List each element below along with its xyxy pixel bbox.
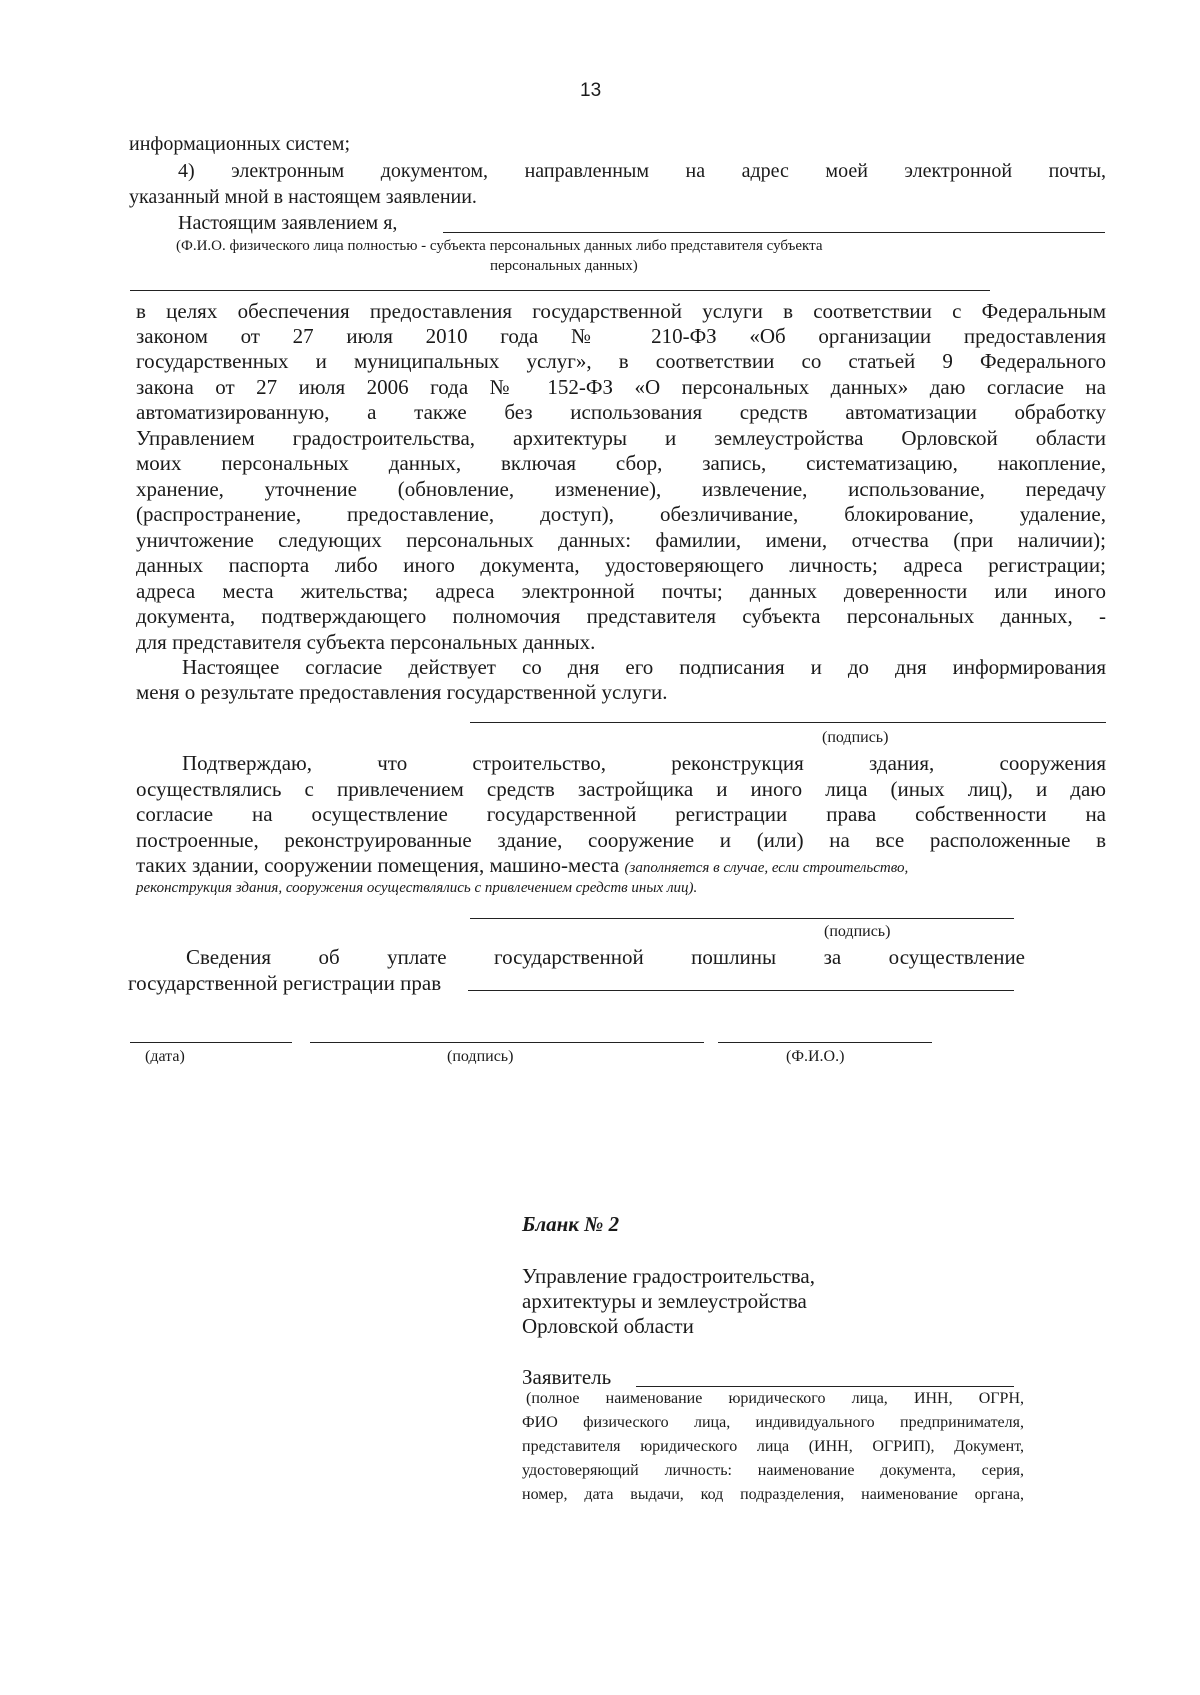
confirm-last-text: таких здании, сооружении помещения, машино-места <box>136 853 620 877</box>
consent-line: для представителя субъекта персональных данных. <box>136 630 596 654</box>
consent-line: документа, подтверждающего полномочия представителя субъекта персональных данных, - <box>136 604 1106 628</box>
consent-line: в целях обеспечения предоставления государственной услуги в соответствии с Федеральным <box>136 299 1106 323</box>
signature-line-3 <box>310 1042 704 1043</box>
consent-line: моих персональных данных, включая сбор, запись, систематизацию, накопление, <box>136 451 1106 475</box>
fio-continuation-line <box>130 290 990 291</box>
consent-line: закона от 27 июля 2006 года № 152-ФЗ «О персональных данных» даю согласие на <box>136 375 1106 399</box>
confirm-last-line <box>136 852 1106 881</box>
confirm-line: Подтверждаю, что строительство, реконструкция здания, сооружения <box>182 751 1106 775</box>
confirm-line: построенные, реконструированные здание, сооружение и (или) на все расположенные в <box>136 828 1106 852</box>
date-label: (дата) <box>145 1048 185 1065</box>
fio-hint-line-1: (Ф.И.О. физического лица полностью - субъекта персональных данных либо представителя субъекта <box>176 238 823 254</box>
validity-line-1: Настоящее согласие действует со дня его подписания и до дня информирования <box>182 655 1106 679</box>
item-4-line-1: 4) электронным документом, направленным на адрес моей электронной почты, <box>178 160 1106 182</box>
consent-line: адреса места жительства; адреса электронной почты; данных доверенности или иного <box>136 579 1106 603</box>
applicant-hint-line: представителя юридического лица (ИНН, ОГРИП), Документ, <box>522 1438 1024 1455</box>
signature-line-2 <box>470 918 1014 919</box>
statement-intro: Настоящим заявлением я, <box>178 212 398 234</box>
fio-hint-line-2: персональных данных) <box>490 258 638 274</box>
validity-line-2: меня о результате предоставления государственной услуги. <box>136 680 668 704</box>
addressee-line: Управление градостроительства, <box>522 1264 815 1288</box>
consent-line: законом от 27 июля 2010 года № 210-ФЗ «Об организации предоставления <box>136 324 1106 348</box>
consent-line: Управлением градостроительства, архитектуры и землеустройства Орловской области <box>136 426 1106 450</box>
fee-line-2: государственной регистрации прав <box>128 971 442 995</box>
blank2-title: Бланк № 2 <box>522 1212 620 1236</box>
consent-line: автоматизированную, а также без использования средств автоматизации обработку <box>136 400 1106 424</box>
fio-input-line <box>443 232 1105 233</box>
fio-label: (Ф.И.О.) <box>786 1048 845 1065</box>
date-line <box>130 1042 292 1043</box>
confirm-line: осуществлялись с привлечением средств застройщика и иного лица (иных лиц), и даю <box>136 777 1106 801</box>
applicant-hint-line: удостоверяющий личность: наименование документа, серия, <box>522 1462 1024 1479</box>
fee-input-line <box>468 990 1014 991</box>
applicant-hint-line: номер, дата выдачи, код подразделения, наименование органа, <box>522 1486 1024 1503</box>
applicant-label: Заявитель <box>522 1365 612 1389</box>
fee-line-1: Сведения об уплате государственной пошлины за осуществление <box>186 945 1025 969</box>
top-line-1: информационных систем; <box>129 133 350 155</box>
fio-line <box>718 1042 932 1043</box>
consent-line: государственных и муниципальных услуг», в соответствии со статьей 9 Федерального <box>136 349 1106 373</box>
consent-line: данных паспорта либо иного документа, удостоверяющего личность; адреса регистрации; <box>136 553 1106 577</box>
signature-line-1 <box>470 722 1106 723</box>
confirm-note-1: (заполняется в случае, если строительство, <box>624 860 909 876</box>
addressee-line: Орловской области <box>522 1314 694 1338</box>
signature-label-2: (подпись) <box>824 923 891 940</box>
applicant-hint-line: ФИО физического лица, индивидуального предпринимателя, <box>522 1414 1024 1431</box>
applicant-input-line <box>636 1386 1014 1387</box>
consent-line: уничтожение следующих персональных данных: фамилии, имени, отчества (при наличии); <box>136 528 1106 552</box>
consent-line: хранение, уточнение (обновление, изменение), извлечение, использование, передачу <box>136 477 1106 501</box>
confirm-note-2: реконструкция здания, сооружения осуществлялись с привлечением средств иных лиц). <box>136 880 698 896</box>
applicant-hint-line: (полное наименование юридического лица, ИНН, ОГРН, <box>526 1390 1024 1407</box>
addressee-line: архитектуры и землеустройства <box>522 1289 807 1313</box>
item-4-line-2: указанный мной в настоящем заявлении. <box>129 186 477 208</box>
signature-label-3: (подпись) <box>447 1048 514 1065</box>
page-number: 13 <box>580 80 602 101</box>
signature-label-1: (подпись) <box>822 729 889 746</box>
consent-line: (распространение, предоставление, доступ), обезличивание, блокирование, удаление, <box>136 502 1106 526</box>
confirm-line: согласие на осуществление государственной регистрации права собственности на <box>136 802 1106 826</box>
